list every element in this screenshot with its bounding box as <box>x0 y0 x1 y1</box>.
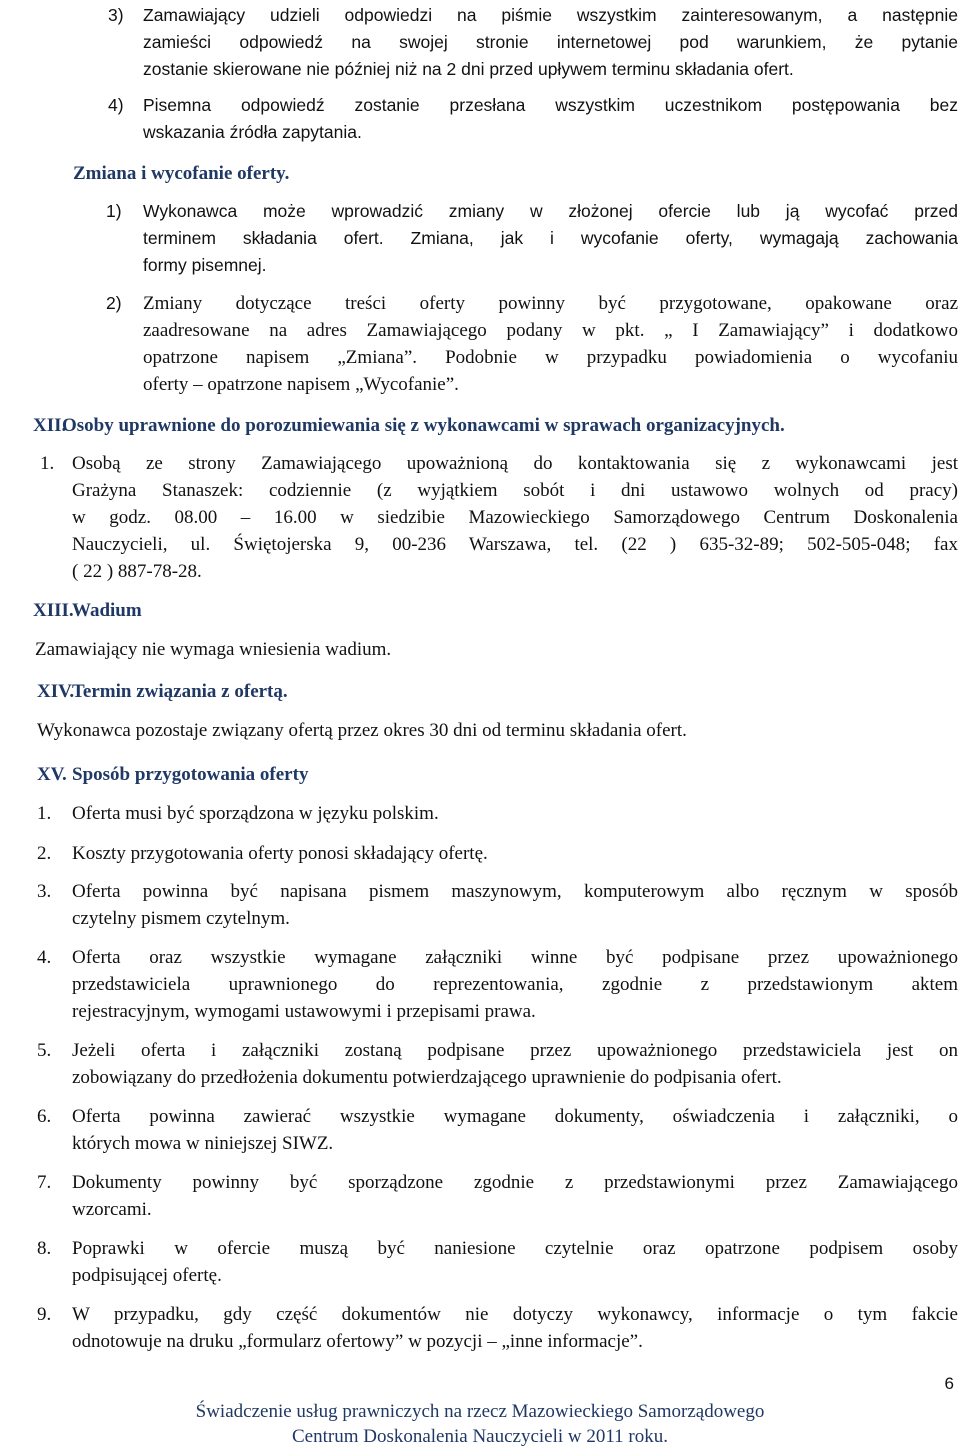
paragraph-zmiana-1 <box>143 198 958 279</box>
text-line: Pisemna odpowiedź zostanie przesłana wszystkim uczestnikom postępowania bez <box>143 95 958 115</box>
text-line: przedstawiciela uprawnionego do reprezentowania, zgodnie z przedstawionym aktem <box>72 974 958 995</box>
list-item <box>72 878 958 932</box>
list-number: 6. <box>37 1106 52 1127</box>
text-line: podpisującej ofertę. <box>72 1265 222 1286</box>
list-number: 7. <box>37 1172 52 1193</box>
text-line: zostanie skierowane nie później niż na 2 dni przed upływem terminu składania ofert. <box>143 59 794 79</box>
text-line: Poprawki w ofercie muszą być naniesione czytelnie oraz opatrzone podpisem osoby <box>72 1238 958 1259</box>
text-line: zaadresowane na adres Zamawiającego podany w pkt. „ I Zamawiający” i dodatkowo <box>143 320 958 341</box>
text-line: wskazania źródła zapytania. <box>143 122 362 142</box>
list-item <box>72 1103 958 1157</box>
list-number: 2) <box>106 293 122 313</box>
footer-line-2: Centrum Doskonalenia Nauczycieli w 2011 roku. <box>291 1426 669 1447</box>
list-number: 8. <box>37 1238 52 1259</box>
text-line: Dokumenty powinny być sporządzone zgodnie z przedstawionymi przez Zamawiającego <box>72 1172 958 1193</box>
text-line: Zmiany dotyczące treści oferty powinny być przygotowane, opakowane oraz <box>143 293 958 314</box>
text-line: Oferta oraz wszystkie wymagane załączniki winne być podpisane przez upoważnionego <box>72 947 958 968</box>
text-line: czytelny pismem czytelnym. <box>72 908 290 929</box>
list-number: 5. <box>37 1040 52 1061</box>
text-line: zamieści odpowiedź na swojej stronie internetowej pod warunkiem, że pytanie <box>143 32 958 52</box>
section-number: XIII. <box>33 600 74 621</box>
text-line: Jeżeli oferta i załączniki zostaną podpisane przez upoważnionego przedstawiciela jest on <box>72 1040 958 1061</box>
footer-line-1: Świadczenie usług prawniczych na rzecz Mazowieckiego Samorządowego <box>195 1401 765 1422</box>
text-line: Oferta powinna zawierać wszystkie wymagane dokumenty, oświadczenia i załączniki, o <box>72 1106 958 1127</box>
list-item <box>72 800 958 827</box>
text-line: w godz. 08.00 – 16.00 w siedzibie Mazowieckiego Samorządowego Centrum Doskonalenia <box>72 507 958 528</box>
text-line: terminem składania ofert. Zmiana, jak i wycofanie oferty, wymagają zachowania <box>143 228 958 248</box>
list-number: 3. <box>37 881 52 902</box>
text-line: wzorcami. <box>72 1199 152 1220</box>
list-number: 4) <box>108 95 124 115</box>
text-line: Osobą ze strony Zamawiającego upoważnioną do kontaktowania się z wykonawcami jest <box>72 453 958 474</box>
paragraph-zmiana-2 <box>143 290 958 398</box>
paragraph-item-3 <box>143 2 958 83</box>
text-line: zobowiązany do przedłożenia dokumentu potwierdzającego uprawnienie do podpisania ofert. <box>72 1067 782 1088</box>
text-line: odnotowuje na druku „formularz ofertowy” w pozycji – „inne informacje”. <box>72 1331 643 1352</box>
text-line: Wykonawca może wprowadzić zmiany w złożonej ofercie lub ją wycofać przed <box>143 201 958 221</box>
section-title: Sposób przygotowania oferty <box>72 764 309 785</box>
list-number: 1. <box>37 803 52 824</box>
text-line: Oferta musi być sporządzona w języku polskim. <box>72 803 439 824</box>
section-number: XIV. <box>37 681 75 702</box>
section-text: Zamawiający nie wymaga wniesienia wadium. <box>35 639 392 660</box>
section-title: Wadium <box>72 600 142 621</box>
text-line: rejestracyjnym, wymogami ustawowymi i przepisami prawa. <box>72 1001 536 1022</box>
list-number: 4. <box>37 947 52 968</box>
paragraph-contact <box>72 450 958 585</box>
section-heading-zmiana: Zmiana i wycofanie oferty. <box>73 163 290 184</box>
list-number: 9. <box>37 1304 52 1325</box>
section-title: Osoby uprawnione do porozumiewania się z wykonawcami w sprawach organizacyjnych. <box>62 415 785 436</box>
text-line: opatrzone napisem „Zmiana”. Podobnie w przypadku powiadomienia o wycofaniu <box>143 347 958 368</box>
list-number: 1) <box>106 201 122 221</box>
list-item <box>72 840 958 867</box>
text-line: których mowa w niniejszej SIWZ. <box>72 1133 334 1154</box>
section-text: Wykonawca pozostaje związany ofertą przez okres 30 dni od terminu składania ofert. <box>37 720 687 741</box>
section-title: Termin związania z ofertą. <box>72 681 288 702</box>
list-number: 3) <box>108 5 124 25</box>
list-item <box>72 1235 958 1289</box>
text-line: Grażyna Stanaszek: codziennie (z wyjątkiem sobót i dni ustawowo wolnych od pracy) <box>72 480 958 501</box>
text-line: formy pisemnej. <box>143 255 267 275</box>
page-number: 6 <box>944 1374 954 1393</box>
text-line: oferty – opatrzone napisem „Wycofanie”. <box>143 374 459 395</box>
text-line: Oferta powinna być napisana pismem maszynowym, komputerowym albo ręcznym w sposób <box>72 881 958 902</box>
list-item <box>72 1169 958 1223</box>
list-item <box>72 1301 958 1355</box>
list-number: 2. <box>37 843 52 864</box>
text-line: ( 22 ) 887-78-28. <box>72 561 202 582</box>
list-item <box>72 1037 958 1091</box>
list-number: 1. <box>40 453 55 474</box>
paragraph-item-4 <box>143 92 958 146</box>
text-line: Zamawiający udzieli odpowiedzi na piśmie wszystkim zainteresowanym, a następnie <box>143 5 958 25</box>
text-line: Nauczycieli, ul. Świętojerska 9, 00-236 Warszawa, tel. (22 ) 635-32-89; 502-505-048; fax <box>72 534 958 555</box>
text-line: Koszty przygotowania oferty ponosi składający ofertę. <box>72 843 488 864</box>
list-item <box>72 944 958 1025</box>
text-line: W przypadku, gdy część dokumentów nie dotyczy wykonawcy, informacje o tym fakcie <box>72 1304 958 1325</box>
section-number: XII. <box>33 415 67 436</box>
section-number: XV. <box>37 764 67 785</box>
